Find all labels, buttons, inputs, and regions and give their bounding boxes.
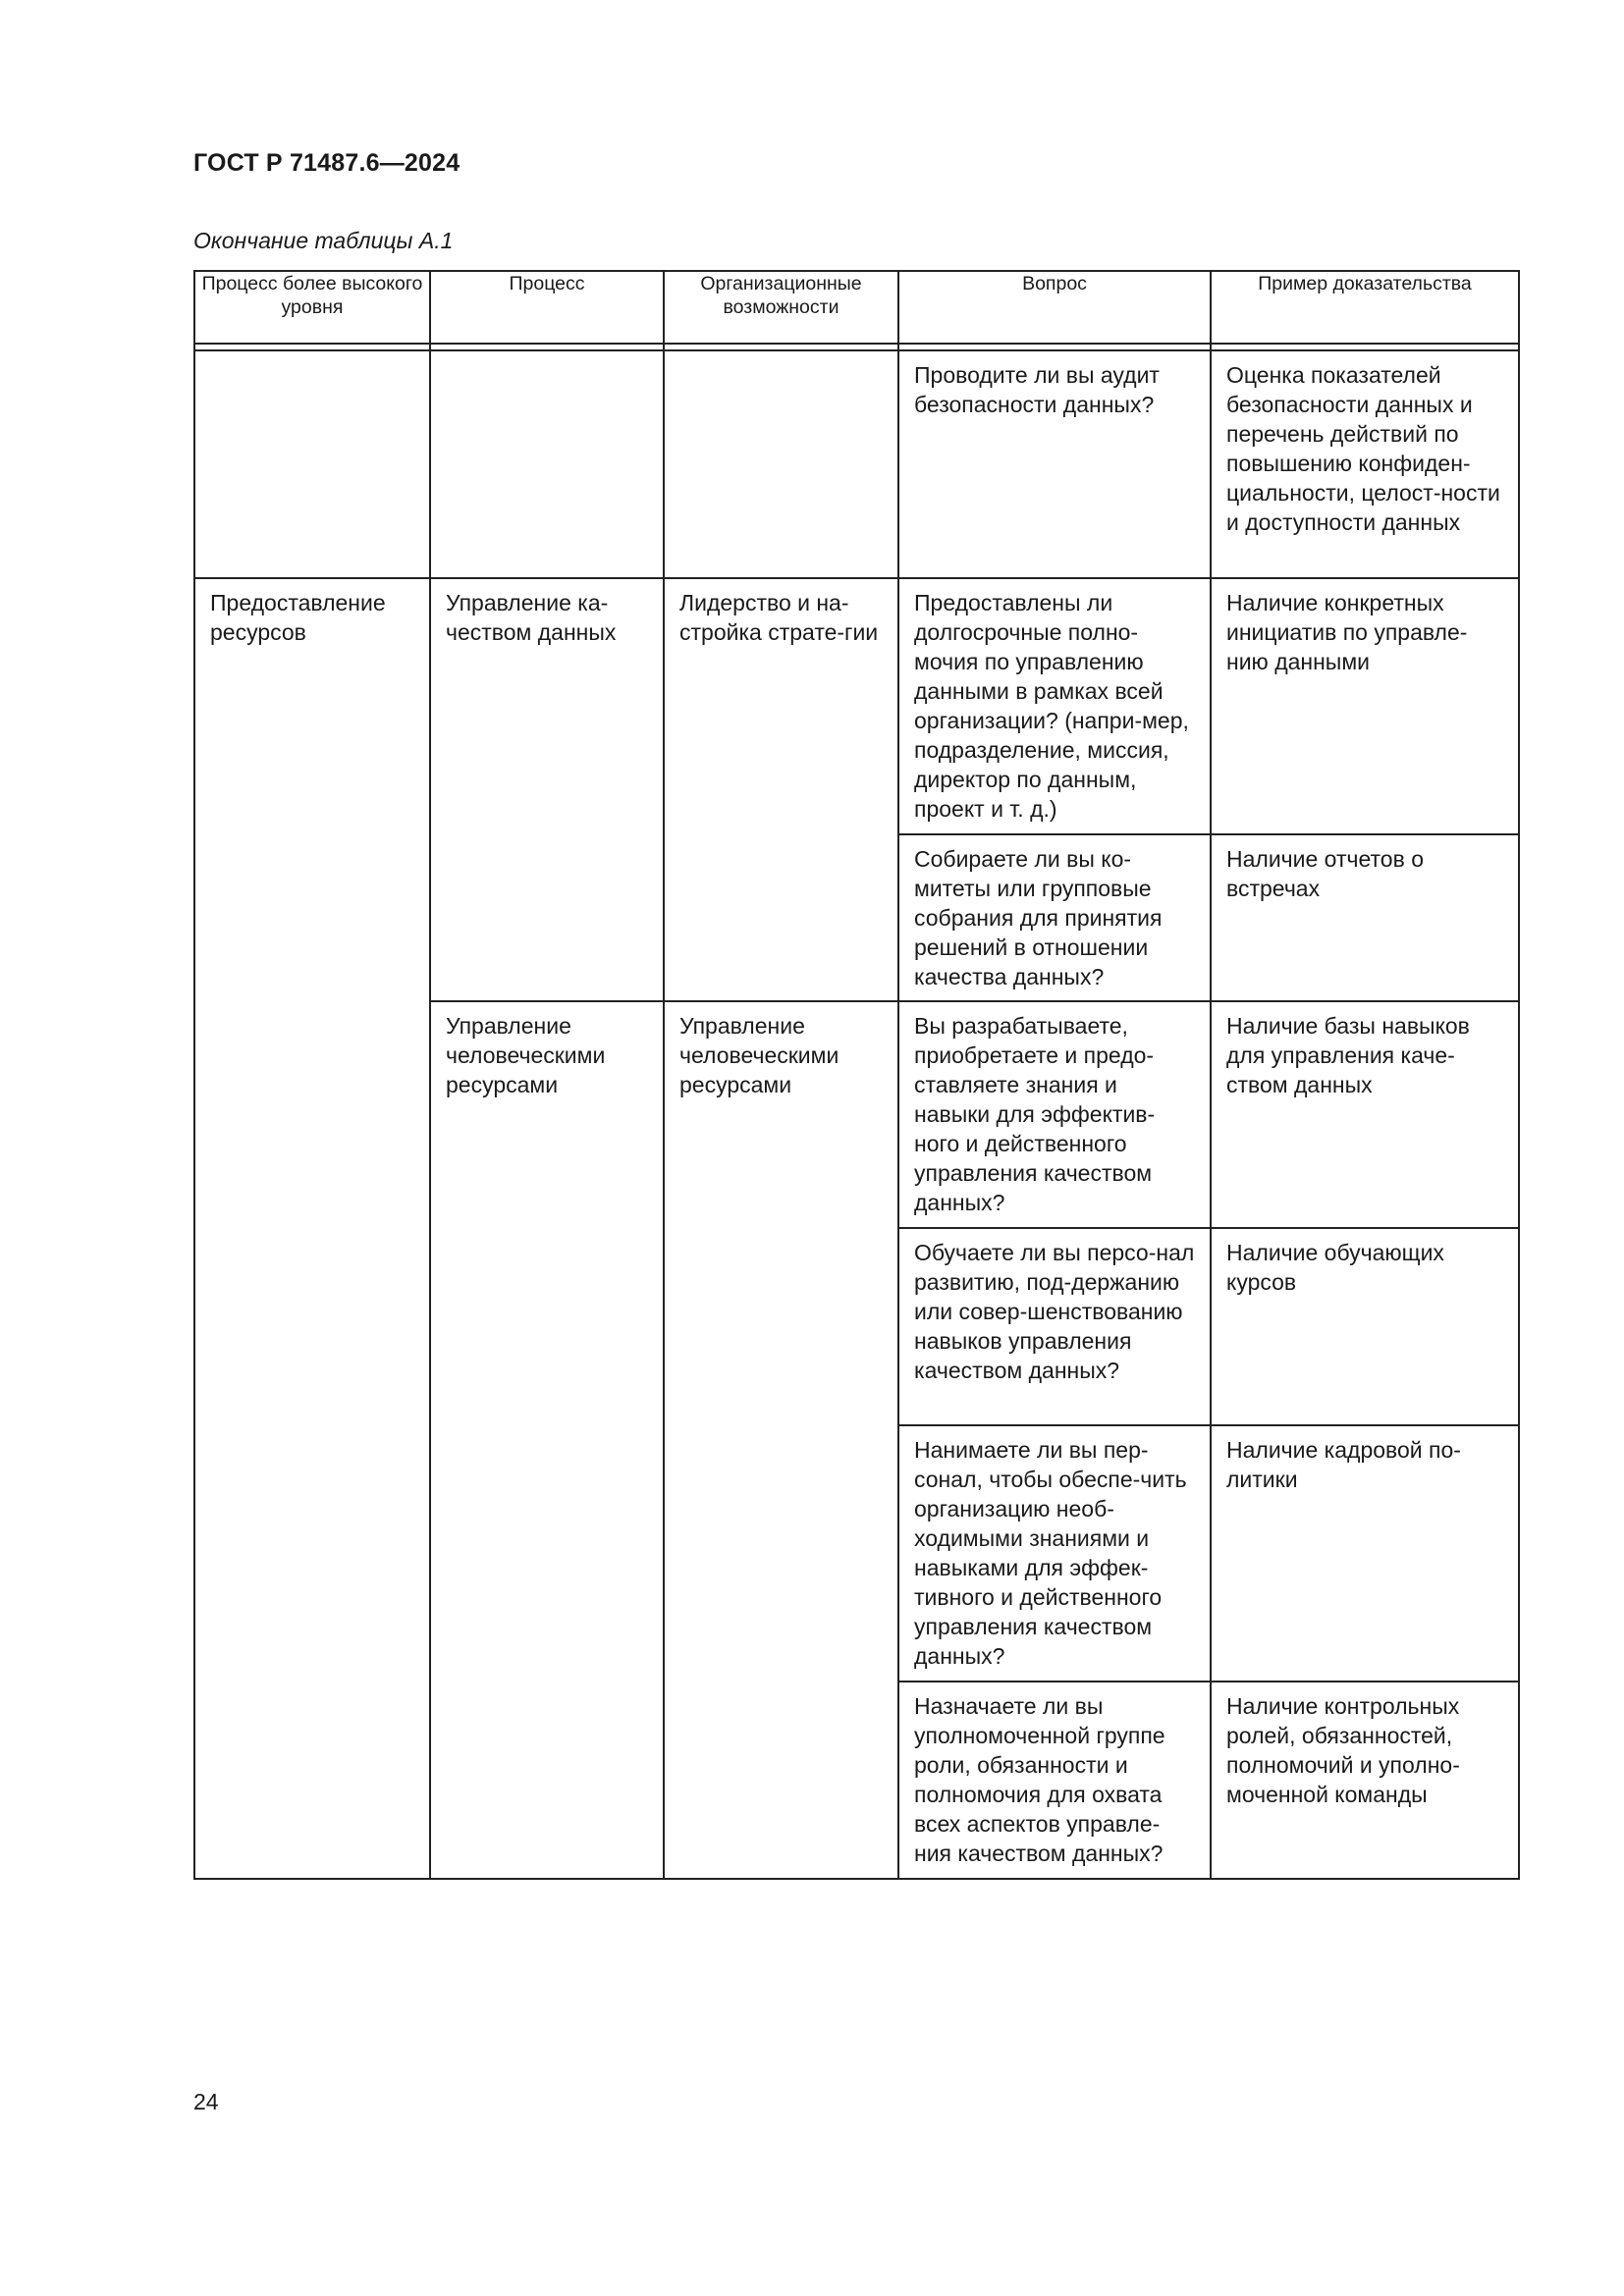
capability-cell bbox=[664, 578, 898, 1001]
header-capabilities: Организационные возможности bbox=[664, 271, 898, 344]
empty-cell bbox=[664, 350, 898, 578]
header-question: Вопрос bbox=[898, 271, 1211, 344]
question-cell bbox=[898, 1682, 1211, 1879]
evidence-text: Наличие отчетов о встречах bbox=[1226, 846, 1424, 901]
question-text: Проводите ли вы аудит безопасности данных? bbox=[914, 362, 1160, 417]
evidence-cell bbox=[1211, 1682, 1519, 1879]
higher-process-text: Предоставление ресурсов bbox=[210, 590, 386, 645]
empty-cell bbox=[194, 350, 430, 578]
question-text: Назначаете ли вы уполномоченной группе роли, обязанности и полномочия для охвата всех аспектов управле-ния качеством данных? bbox=[914, 1693, 1165, 1866]
question-cell bbox=[898, 1001, 1211, 1228]
table-caption: Окончание таблицы А.1 bbox=[193, 228, 454, 253]
table-header-row bbox=[194, 271, 1519, 344]
question-cell bbox=[898, 350, 1211, 578]
evidence-cell bbox=[1211, 350, 1519, 578]
requirements-table bbox=[193, 270, 1520, 1880]
evidence-cell bbox=[1211, 834, 1519, 1001]
evidence-text: Оценка показателей безопасности данных и перечень действий по повышению конфиден-циальности, целост-ности и доступности данных bbox=[1226, 362, 1500, 535]
question-text: Нанимаете ли вы пер-сонал, чтобы обеспе-чить организацию необ-ходимыми знаниями и навыками для эффек-тивного и действенного управления качеством данных? bbox=[914, 1437, 1187, 1669]
empty-cell bbox=[430, 350, 664, 578]
process-text: Управление ка-чеством данных bbox=[446, 590, 617, 645]
capability-text: Лидерство и на-стройка страте-гии bbox=[679, 590, 879, 645]
table-row bbox=[194, 350, 1519, 578]
table-row bbox=[194, 578, 1519, 834]
evidence-cell bbox=[1211, 1228, 1519, 1425]
question-text: Предоставлены ли долгосрочные полно-мочия по управлению данными в рамках всей организации? (напри-мер, подразделение, миссия, директор по данным, проект и т. д.) bbox=[914, 590, 1189, 822]
evidence-cell bbox=[1211, 578, 1519, 834]
page-number: 24 bbox=[193, 2089, 219, 2114]
evidence-text: Наличие контрольных ролей, обязанностей, полномочий и уполно-моченной команды bbox=[1226, 1693, 1460, 1807]
question-cell bbox=[898, 1425, 1211, 1682]
evidence-text: Наличие кадровой по-литики bbox=[1226, 1437, 1461, 1492]
question-text: Вы разрабатываете, приобретаете и предо-ставляете знания и навыки для эффектив-ного и действенного управления качеством данных? bbox=[914, 1013, 1156, 1215]
question-text: Собираете ли вы ко-митеты или групповые собрания для принятия решений в отношении качества данных? bbox=[914, 846, 1163, 989]
higher-process-cell bbox=[194, 578, 430, 1879]
process-text: Управление человеческими ресурсами bbox=[446, 1013, 606, 1097]
question-cell bbox=[898, 1228, 1211, 1425]
header-separator bbox=[194, 344, 1519, 350]
evidence-text: Наличие обучающих курсов bbox=[1226, 1240, 1444, 1295]
question-cell bbox=[898, 834, 1211, 1001]
capability-text: Управление человеческими ресурсами bbox=[679, 1013, 839, 1097]
evidence-cell bbox=[1211, 1425, 1519, 1682]
header-process: Процесс bbox=[430, 271, 664, 344]
process-cell bbox=[430, 1001, 664, 1879]
document-header: ГОСТ Р 71487.6—2024 bbox=[193, 149, 460, 177]
process-cell bbox=[430, 578, 664, 1001]
header-evidence: Пример доказательства bbox=[1211, 271, 1519, 344]
capability-cell bbox=[664, 1001, 898, 1879]
evidence-cell bbox=[1211, 1001, 1519, 1228]
evidence-text: Наличие базы навыков для управления каче-ством данных bbox=[1226, 1013, 1470, 1097]
evidence-text: Наличие конкретных инициатив по управле-нию данными bbox=[1226, 590, 1468, 674]
question-text: Обучаете ли вы персо-нал развитию, под-держанию или совер-шенствованию навыков управления качеством данных? bbox=[914, 1240, 1195, 1383]
header-higher-process: Процесс более высокого уровня bbox=[194, 271, 430, 344]
question-cell bbox=[898, 578, 1211, 834]
